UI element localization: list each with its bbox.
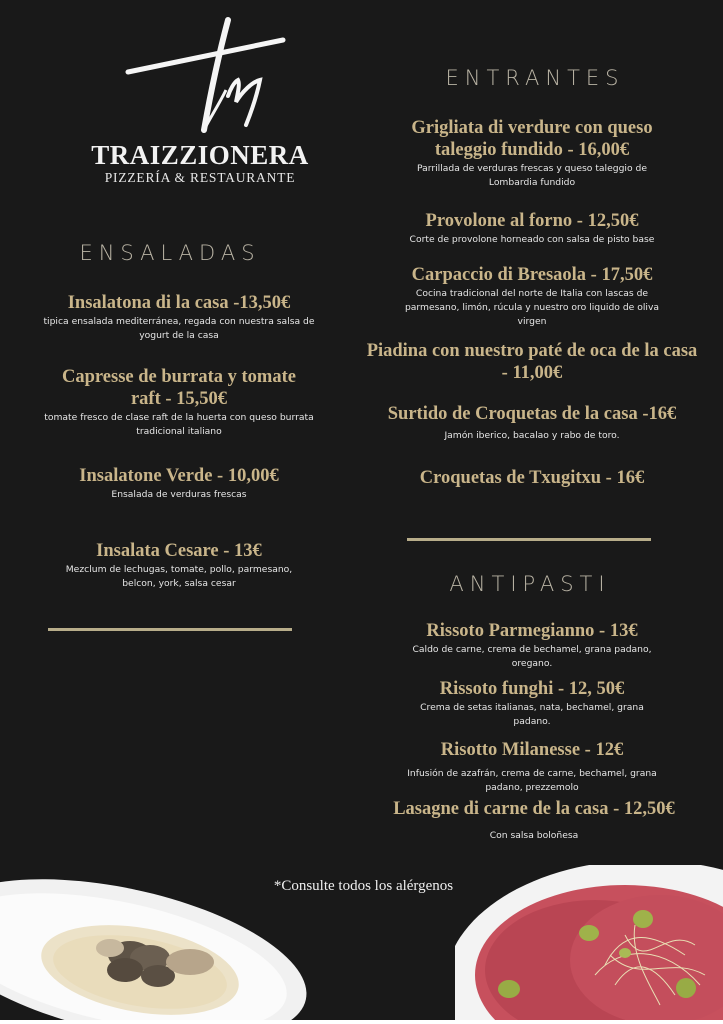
section-divider (407, 538, 651, 541)
menu-item (366, 467, 698, 489)
beef-carpaccio-photo (455, 865, 723, 1024)
menu-item (380, 117, 684, 190)
item-name: Insalatone Verde - 10,00€ (79, 466, 279, 486)
item-name: Capresse de burrata y tomate raft - 15,50€ (62, 367, 296, 409)
item-description: tipica ensalada mediterránea, regada con nuestra salsa de yogurt de la casa (43, 316, 315, 341)
menu-item (376, 739, 688, 795)
item-name: Piadina con nuestro paté de oca de la casa - 11,00€ (366, 341, 698, 383)
item-name: Carpaccio di Bresaola - 17,50€ (411, 265, 653, 285)
item-description: Corte de provolone horneado con salsa de pisto base (409, 234, 655, 245)
item-name: Rissoto Parmegianno - 13€ (426, 621, 638, 641)
section-title-entrantes: ENTRANTES (445, 66, 625, 90)
restaurant-name: TRAIZZIONERA (91, 140, 309, 170)
item-name: Grigliata di verdure con queso taleggio fundido - 16,00€ (411, 118, 653, 160)
item-name: Insalatona di la casa -13,50€ (67, 293, 291, 313)
section-divider (48, 628, 292, 631)
item-name: Croquetas de Txugitxu - 16€ (419, 468, 645, 488)
item-description: tomate fresco de clase raft de la huerta con queso burrata tradicional italiano (44, 412, 314, 437)
menu-item (376, 678, 688, 729)
item-name: Rissoto funghi - 12, 50€ (439, 679, 625, 699)
item-description: Con salsa boloñesa (489, 830, 579, 841)
item-description: Infusión de azafrán, crema de carne, bechamel, grana padano, prezzemolo (407, 768, 657, 793)
item-description: Crema de setas italianas, nata, bechamel, grana padano. (420, 702, 644, 727)
menu-item (366, 340, 698, 384)
risotto-with-truffle-photo (0, 870, 320, 1024)
item-name: Surtido de Croquetas de la casa -16€ (387, 404, 677, 424)
item-description: Jamón iberico, bacalao y rabo de toro. (444, 430, 620, 441)
menu-item (370, 264, 694, 329)
section-title-ensaladas: ENSALADAS (79, 241, 261, 265)
item-name: Provolone al forno - 12,50€ (425, 211, 639, 231)
menu-item (366, 798, 702, 843)
item-description: Caldo de carne, crema de bechamel, grana padano, oregano. (412, 644, 652, 669)
menu-item (28, 292, 330, 343)
menu-item (28, 465, 330, 502)
menu-item (28, 540, 330, 591)
item-name: Lasagne di carne de la casa - 12,50€ (393, 799, 675, 819)
item-description: Mezclum de lechugas, tomate, pollo, parmesano, belcon, york, salsa cesar (65, 564, 293, 589)
menu-item (370, 210, 694, 247)
menu-item (28, 366, 330, 439)
allergen-note: *Consulte todos los alérgenos (273, 878, 454, 894)
restaurant-logo (80, 10, 320, 190)
item-name: Insalata Cesare - 13€ (96, 541, 262, 561)
bottom-edge (0, 1020, 723, 1024)
item-name: Risotto Milanesse - 12€ (440, 740, 624, 760)
item-description: Parrillada de verduras frescas y queso taleggio de Lombardia fundido (416, 163, 647, 188)
section-title-antipasti: ANTIPASTI (449, 572, 611, 596)
monogram-tr-icon (100, 10, 300, 140)
item-description: Cocina tradicional del norte de Italia con lascas de parmesano, limón, rúcula y nuestro oro liquido de oliva virgen (404, 288, 660, 327)
menu-item (376, 620, 688, 671)
item-description: Ensalada de verduras frescas (111, 489, 247, 500)
restaurant-subtitle: PIZZERÍA & RESTAURANTE (104, 170, 296, 185)
menu-item (366, 403, 698, 443)
